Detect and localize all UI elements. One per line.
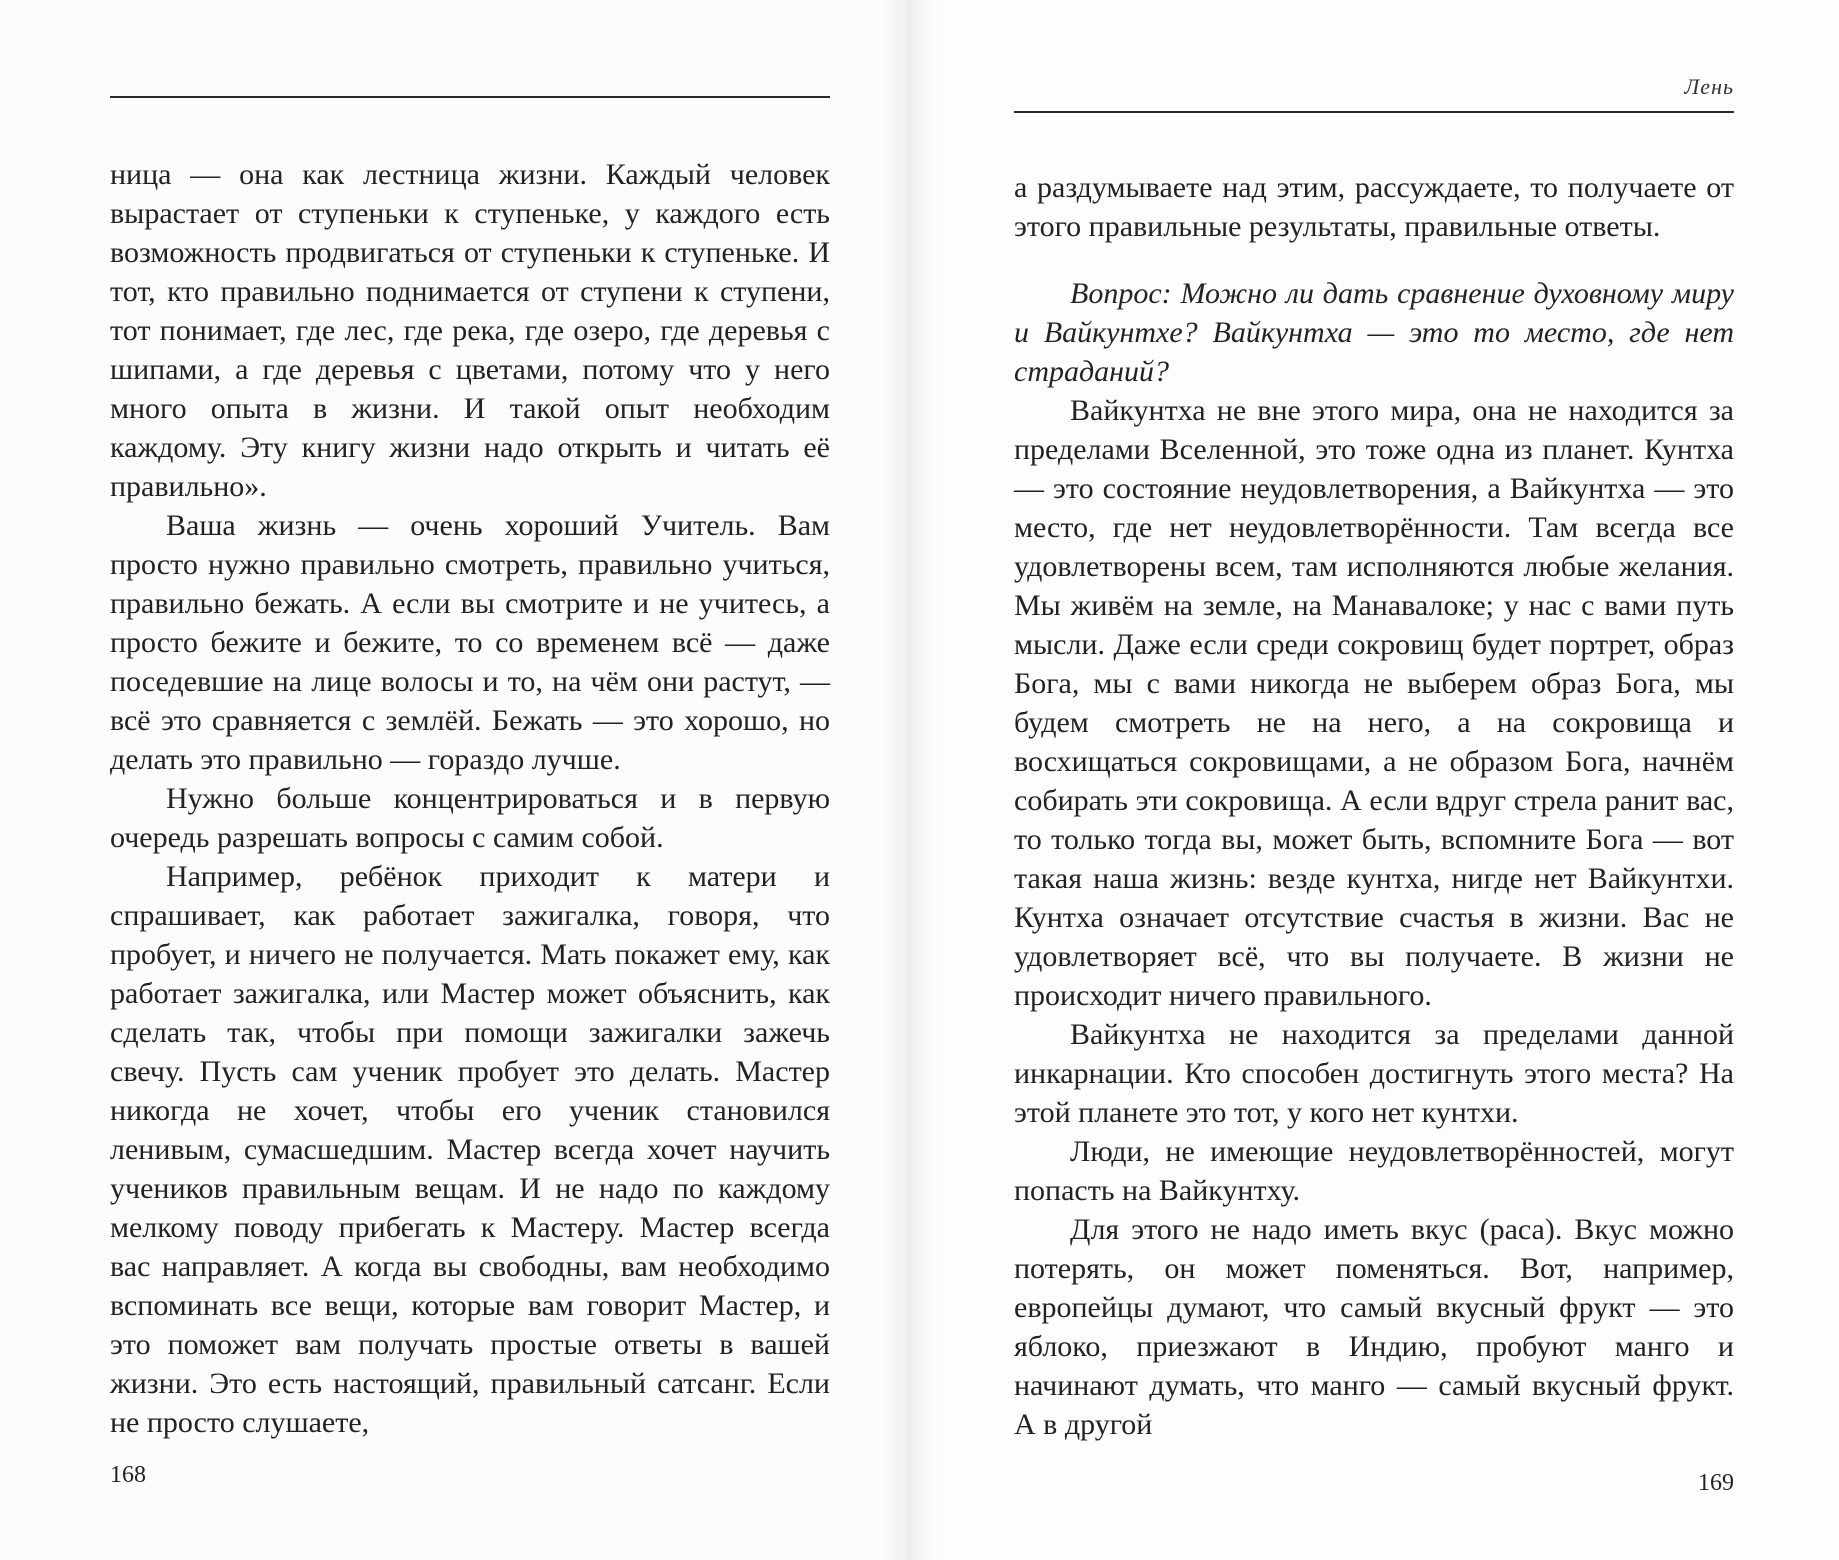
left-page-text bbox=[110, 155, 830, 1442]
book-gutter bbox=[880, 0, 940, 1560]
page-number-right: 169 bbox=[1698, 1470, 1734, 1496]
left-header-rule bbox=[110, 96, 830, 98]
right-header-rule bbox=[1014, 111, 1734, 113]
right-page-text bbox=[1014, 168, 1734, 1444]
paragraph: Например, ребёнок приходит к матери и спрашивает, как работает зажигалка, говоря, что пробует, и ничего не получается. Мать покажет ему, как работает зажигалка, или Мастер может объяснить, как сделать так, чтобы при помощи зажигалки зажечь свечу. Пусть сам ученик пробует это делать. Мастер никогда не хочет, чтобы его ученик становился ленивым, сумасшедшим. Мастер всегда хочет научить учеников правильным вещам. И не надо по каждому мелкому поводу прибегать к Мастеру. Мастер всегда вас направляет. А когда вы свободны, вам необходимо вспоминать все вещи, которые вам говорит Мастер, и это поможет вам получать простые ответы в вашей жизни. Это есть настоящий, правильный сатсанг. Если не просто слушаете, bbox=[110, 860, 830, 1439]
paragraph: Для этого не надо иметь вкус (раса). Вкус можно потерять, он может поменяться. Вот, например, европейцы думают, что самый вкусный фрукт — это яблоко, приезжают в Индию, пробуют манго и начинают думать, что манго — самый вкусный фрукт. А в другой bbox=[1014, 1213, 1734, 1441]
question-paragraph: Вопрос: Можно ли дать сравнение духовному миру и Вайкунтхе? Вайкунтха — это то место, где нет страданий? bbox=[1014, 277, 1734, 388]
paragraph: Люди, не имеющие неудовлетворённостей, могут попасть на Вайкунтху. bbox=[1014, 1135, 1734, 1207]
paragraph: Ваша жизнь — очень хороший Учитель. Вам просто нужно правильно смотреть, правильно учиться, правильно бежать. А если вы смотрите и не учитесь, а просто бежите и бежите, то со временем всё — даже поседевшие на лице волосы и то, на чём они растут, — всё это сравняется с землёй. Бежать — это хорошо, но делать это правильно — гораздо лучше. bbox=[110, 509, 830, 776]
paragraph: Вайкунтха не вне этого мира, она не находится за пределами Вселенной, это тоже одна из планет. Кунтха — это состояние неудовлетворения, а Вайкунтха — это место, где нет неудовлетворённости. Там всегда все удовлетворены всем, там исполняются любые желания. Мы живём на земле, на Манавалоке; у нас с вами путь мысли. Даже если среди сокровищ будет портрет, образ Бога, мы с вами никогда не выберем образ Бога, мы будем смотреть не на него, а на сокровища и восхищаться сокровищами, а не образом Бога, начнём собирать эти сокровища. А если вдруг стрела ранит вас, то только тогда вы, может быть, вспомните Бога — вот такая наша жизнь: везде кунтха, нигде нет Вайкунтхи. Кунтха означает отсутствие счастья в жизни. Вас не удовлетворяет всё, что вы получаете. В жизни не происходит ничего правильного. bbox=[1014, 394, 1734, 1012]
paragraph: ница — она как лестница жизни. Каждый человек вырастает от ступеньки к ступеньке, у каждого есть возможность продвигаться от ступеньки к ступеньке. И тот, кто правильно поднимается от ступени к ступени, тот понимает, где лес, где река, где озеро, где деревья с шипами, а где деревья с цветами, потому что у него много опыта в жизни. И такой опыт необходим каждому. Эту книгу жизни надо открыть и читать её правильно». bbox=[110, 158, 830, 503]
paragraph: Вайкунтха не находится за пределами данной инкарнации. Кто способен достигнуть этого места? На этой планете это тот, у кого нет кунтхи. bbox=[1014, 1018, 1734, 1129]
page-number-left: 168 bbox=[110, 1462, 146, 1488]
running-head: Лень bbox=[1684, 74, 1734, 99]
paragraph: Нужно больше концентрироваться и в первую очередь разрешать вопросы с самим собой. bbox=[110, 782, 830, 854]
paragraph: а раздумываете над этим, рассуждаете, то получаете от этого правильные результаты, правильные ответы. bbox=[1014, 171, 1734, 243]
